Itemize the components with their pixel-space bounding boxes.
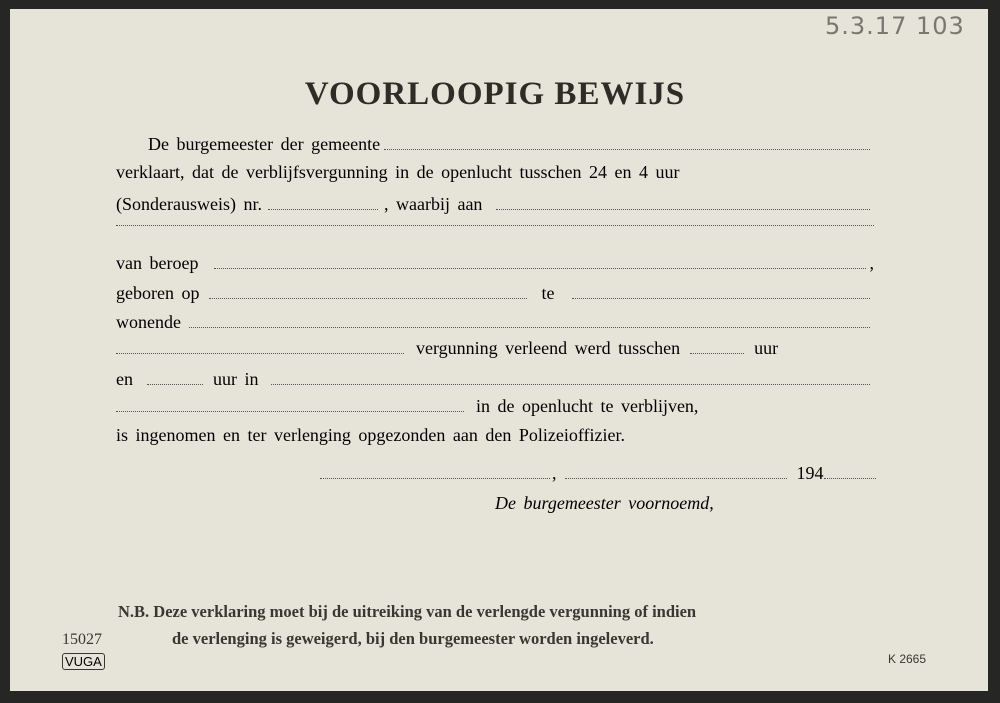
text: te xyxy=(541,283,555,303)
blank-field xyxy=(384,148,870,150)
form-code: K 2665 xyxy=(888,652,927,666)
blank-field xyxy=(116,224,874,226)
text: , xyxy=(552,463,557,483)
blank-field xyxy=(214,267,865,269)
text: vergunning verleend werd tusschen xyxy=(416,338,681,358)
nb-note-line-1: N.B. Deze verklaring moet bij de uitreiking van de verlengde vergunning of indien xyxy=(118,602,697,621)
printer-logo: VUGA xyxy=(62,653,105,670)
blank-field xyxy=(209,297,527,299)
line-blank xyxy=(116,224,874,226)
blank-field xyxy=(116,410,464,412)
nb-note-line-2: de verlenging is geweigerd, bij den burgemeester worden ingeleverd. xyxy=(172,629,654,648)
text: De burgemeester voornoemd, xyxy=(495,493,714,513)
line-ingenomen xyxy=(116,425,874,446)
document-title: VOORLOOPIG BEWIJS xyxy=(304,76,686,112)
text: uur xyxy=(754,338,779,358)
line-uur-in xyxy=(116,369,874,390)
text: in de openlucht te verblijven, xyxy=(476,396,699,416)
text: , waarbij aan xyxy=(383,194,483,214)
text: (Sonderausweis) nr. xyxy=(116,194,262,214)
line-beroep xyxy=(116,253,874,274)
line-verklaart xyxy=(116,162,874,183)
year-field xyxy=(824,477,877,479)
text: uur in xyxy=(213,369,259,389)
line-date xyxy=(320,463,876,484)
text: en xyxy=(116,369,133,389)
blank-field xyxy=(271,383,871,385)
blank-field xyxy=(496,208,870,210)
date-field xyxy=(565,477,787,479)
place-field xyxy=(320,477,550,479)
text: , xyxy=(869,253,874,273)
year-text: 194 xyxy=(796,463,824,483)
blank-field xyxy=(572,297,870,299)
archive-number: 5.3.17 103 xyxy=(825,12,965,40)
text: wonende xyxy=(116,312,181,332)
line-wonende xyxy=(116,312,874,333)
line-sonderausweis xyxy=(116,194,874,215)
blank-field xyxy=(189,326,870,328)
line-geboren xyxy=(116,283,874,304)
text: verklaart, dat de verblijfsvergunning in de openlucht tusschen 24 en 4 uur xyxy=(116,162,680,182)
text: is ingenomen en ter verlenging opgezonden aan den Polizeioffizier. xyxy=(116,425,626,445)
text: geboren op xyxy=(116,283,200,303)
blank-field xyxy=(147,383,203,385)
line-vergunning xyxy=(116,338,874,359)
blank-field xyxy=(268,208,378,210)
text: De burgemeester der gemeente xyxy=(148,134,381,154)
line-openlucht xyxy=(116,396,874,417)
signature-label xyxy=(495,493,795,514)
form-number: 15027 xyxy=(62,631,102,648)
line-gemeente xyxy=(148,134,874,155)
text: van beroep xyxy=(116,253,199,273)
blank-field xyxy=(116,352,404,354)
blank-field xyxy=(690,352,744,354)
